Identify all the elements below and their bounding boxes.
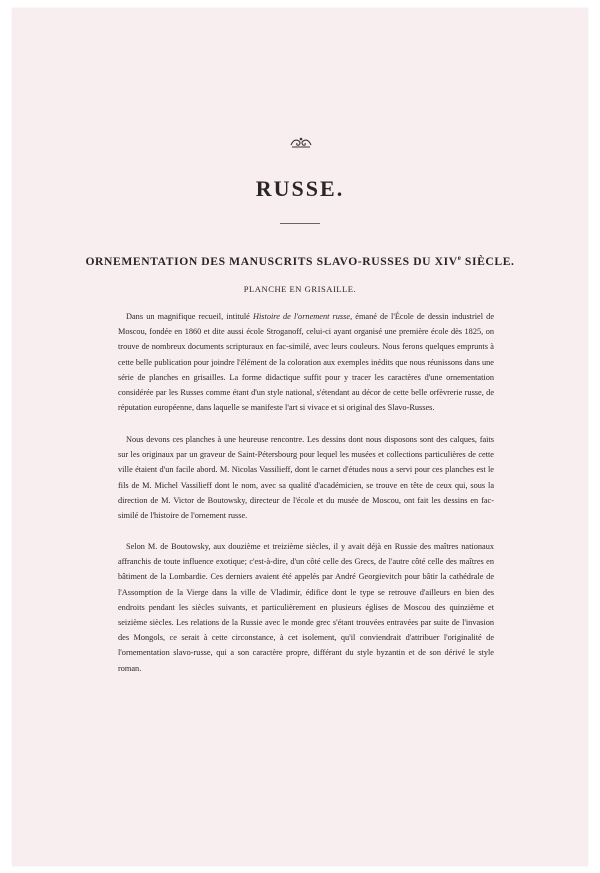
paragraph-1-rest: , émané de l'École de dessin industriel de Moscou, fondée en 1860 et dite aussi école Stroganoff, celui-ci ayant organisé une première école dès 1825, on trouve de nombreux documents scripturaux en fac-similé, avec leurs couleurs. Nous ferons quelques emprunts à cette belle publication pour joindre l'élément de la coloration aux exemples inédits que nous réunissons dans une série de planches en grisailles. La forme didactique suffit pour y tracer les caractères d'une ornementation considérée par les Russes comme étant d'un style national, s'étendant au décor de cette belle orfèvrerie russe, de réputation européenne, dans laquelle se manifeste l'art si vivace et si original des Slavo-Russes. xyxy=(118,312,495,413)
paragraph-1-start: Dans un magnifique recueil, intitulé xyxy=(126,312,253,321)
subtitle-ending: SIÈCLE. xyxy=(461,255,515,268)
subtitle-text: ORNEMENTATION DES MANUSCRITS SLAVO-RUSSES DU XIV xyxy=(85,255,458,268)
paragraph-2: Nous devons ces planches à une heureuse rencontre. Les dessins dont nous disposons sont des calques, faits sur les originaux par un graveur de Saint-Pétersbourg pour lequel les musées et collections particulières de cette ville étaient d'un facile abord. M. Nicolas Vassilieff, dont le carnet d'études nous a servi pour ces planches est le fils de M. Michel Vassilieff dont le nom, avec sa qualité d'académicien, se trouve en tête de ceux qui, sous la direction de M. Victor de Boutowsky, directeur de l'école et du musée de Moscou, ont fait les dessins en fac-similé de l'histoire de l'ornement russe. xyxy=(118,435,494,521)
page-title: RUSSE. xyxy=(255,176,345,201)
subtitle-superscript: e xyxy=(457,254,462,262)
paragraph-3: Selon M. de Boutowsky, aux douzième et treizième siècles, il y avait déjà en Russie des maîtres nationaux affranchis de toute influence exotique; c'est-à-dire, d'un côté celle des Grecs, de l'autre côté celle des maîtres en bâtiment de la Lombardie. Ces derniers avaient été appelés par André Georgievitch pour bâtir la cathédrale de l'Assomption de la Vierge dans la ville de Vladimir, édifice dont le type se retrouve d'ailleurs en bien des endroits pendant les siècles suivants, et particulièrement en plusieurs églises de Moscou des quinzième et seizième siècles. Les relations de la Russie avec le monde grec s'étant trouvées entravées par suite de l'invasion des Mongols, ce serait à cette circonstance, à cet isolement, qu'il conviendrait d'attribuer l'originalité de l'ornementation slavo-russe, qui a son caractère propre, différant du style byzantin et de son dérivé le style roman. xyxy=(118,542,494,673)
plate-label: PLANCHE EN GRISAILLE. xyxy=(243,284,357,294)
title-divider xyxy=(280,223,320,224)
book-title-italic: Histoire de l'ornement russe xyxy=(252,312,351,321)
fleuron-icon xyxy=(288,135,314,149)
section-subtitle xyxy=(12,254,588,268)
paragraph-1 xyxy=(118,309,494,415)
document-page xyxy=(12,8,588,866)
